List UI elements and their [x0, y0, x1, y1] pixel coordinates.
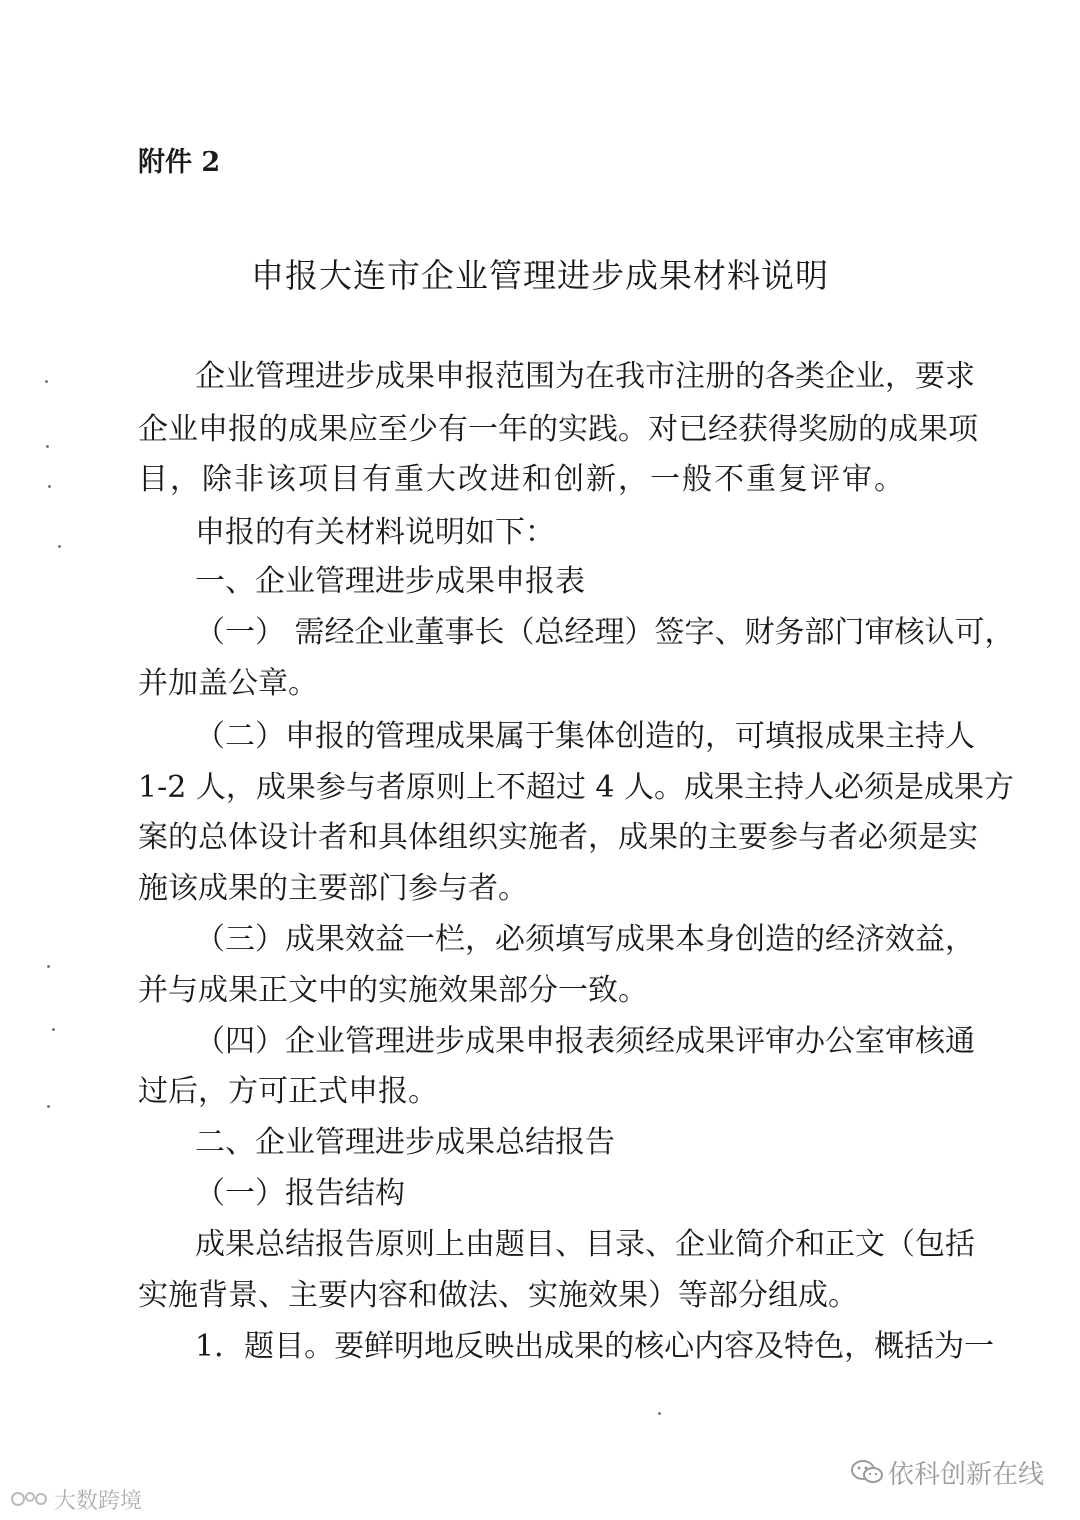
paragraph-line: （三）成果效益一栏，必须填写成果本身创造的经济效益，: [195, 922, 975, 957]
paragraph-line: 成果总结报告原则上由题目、目录、企业简介和正文（包括: [195, 1227, 975, 1262]
paragraph-line: 过后，方可正式申报。: [138, 1074, 438, 1109]
scan-speck: [58, 545, 61, 548]
paragraph-line: 1-2 人，成果参与者原则上不超过 4 人。成果主持人必须是成果方: [138, 770, 1015, 805]
watermark-logo-icon: [10, 1488, 50, 1516]
paragraph-line: 申报的有关材料说明如下：: [195, 515, 555, 550]
paragraph-line: 施该成果的主要部门参与者。: [138, 871, 528, 906]
scan-speck: [52, 1028, 55, 1031]
watermark-right: [850, 1454, 1044, 1493]
paragraph-line: 案的总体设计者和具体组织实施者，成果的主要参与者必须是实: [138, 820, 978, 855]
paragraph-line: （四）企业管理进步成果申报表须经成果评审办公室审核通: [195, 1024, 975, 1059]
scan-speck: [658, 1412, 661, 1415]
paragraph-line: 并与成果正文中的实施效果部分一致。: [138, 973, 648, 1008]
scan-speck: [48, 485, 51, 488]
scan-speck: [47, 1105, 50, 1108]
paragraph-line: 企业管理进步成果申报范围为在我市注册的各类企业，要求: [195, 359, 975, 394]
scan-speck: [47, 965, 50, 968]
attachment-label: 附件 2: [138, 147, 221, 178]
paragraph-line: 实施背景、主要内容和做法、实施效果）等部分组成。: [138, 1278, 858, 1313]
section-heading: 二、企业管理进步成果总结报告: [195, 1125, 615, 1160]
scan-speck: [46, 445, 49, 448]
paragraph-line: 目，除非该项目有重大改进和创新，一般不重复评审。: [138, 462, 906, 497]
watermark-left: [10, 1484, 142, 1516]
wechat-icon: [850, 1458, 884, 1493]
watermark-left-text: 大数跨境: [54, 1489, 143, 1514]
document-title: 申报大连市企业管理进步成果材料说明: [251, 256, 829, 295]
paragraph-line: （一） 需经企业董事长（总经理）签字、财务部门审核认可，: [195, 615, 1015, 650]
watermark-right-text: 依科创新在线: [888, 1460, 1045, 1490]
scan-speck: [45, 380, 48, 383]
paragraph-line: （二）申报的管理成果属于集体创造的，可填报成果主持人: [195, 719, 975, 754]
paragraph-line: 企业申报的成果应至少有一年的实践。对已经获得奖励的成果项: [138, 412, 978, 447]
paragraph-line: 1．题目。要鲜明地反映出成果的核心内容及特色，概括为一: [195, 1329, 995, 1364]
subsection-heading: （一）报告结构: [195, 1176, 405, 1211]
paragraph-line: 并加盖公章。: [138, 666, 318, 701]
section-heading: 一、企业管理进步成果申报表: [195, 564, 585, 599]
